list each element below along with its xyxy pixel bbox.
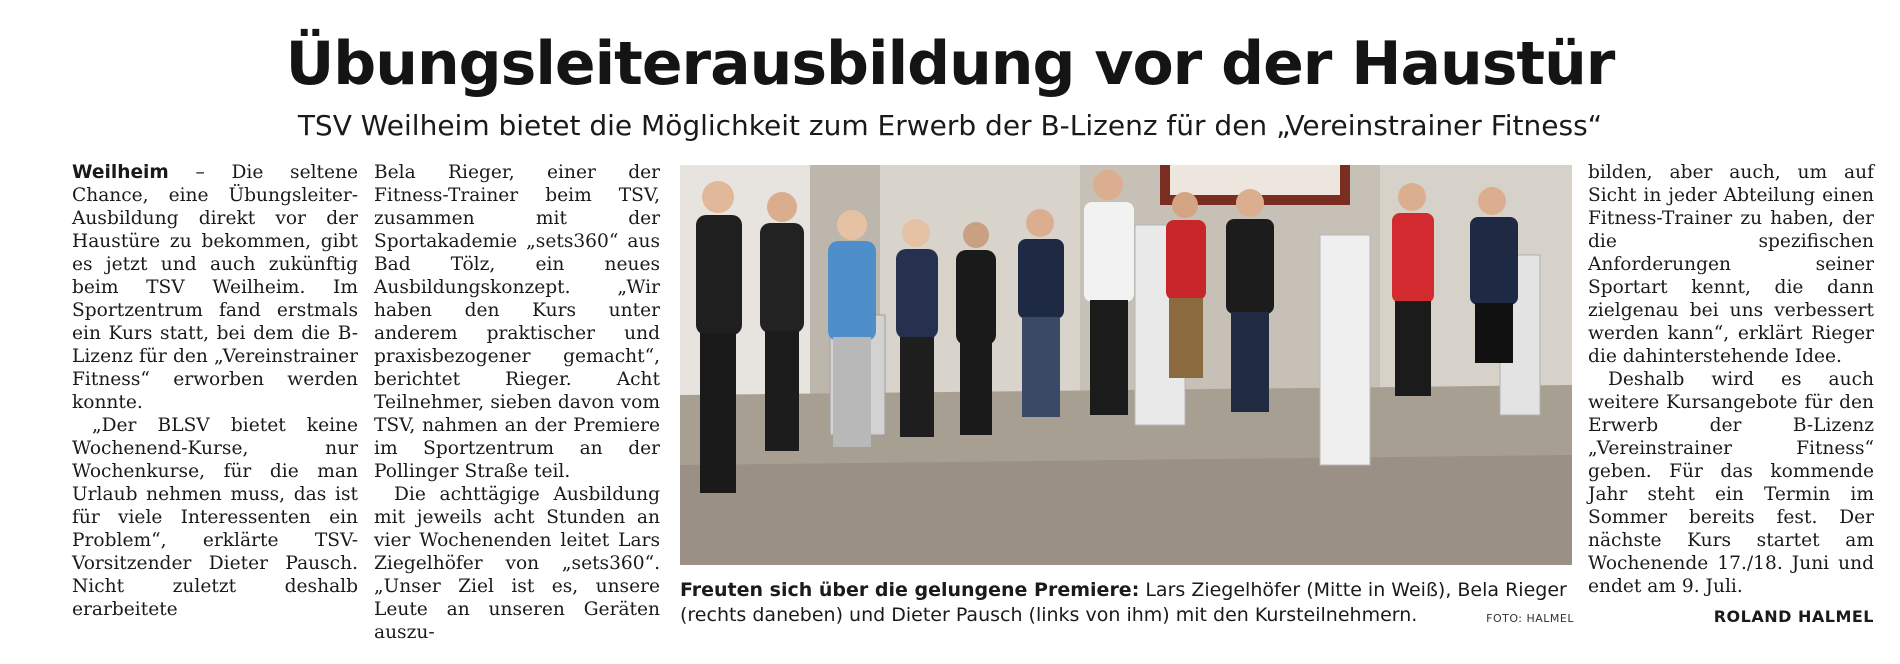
caption-text: Lars Ziegelhöfer (Mitte in Weiß), Bela Rieger (rechts daneben) und Dieter Pausch (links von ihm) mit den Kursteilnehmern. (680, 579, 1567, 626)
paragraph (72, 161, 358, 414)
caption-lead: Freuten sich über die gelungene Premiere: (680, 579, 1140, 601)
person-figure (696, 181, 742, 493)
headline: Übungsleiterausbildung vor der Haustür (285, 29, 1615, 99)
paragraph: bilden, aber auch, um auf Sicht in jeder Abteilung einen Fitness-Trainer zu haben, der die spezifischen Anforderungen seiner Sportart kennt, die dann zielgenau bei uns verbessert werden kann“, erklärt Rieger die dahinterstehende Idee. (1588, 162, 1874, 367)
paragraph: „Der BLSV bietet keine Wochenend-Kurse, nur Wochenkurse, für die man Urlaub nehmen muss, das ist für viele Interessenten ein Problem“, erklärte TSV-Vorsitzender Dieter Pausch. Nicht zuletzt deshalb erarbeitete (72, 415, 358, 620)
paragraph: Bela Rieger, einer der Fitness-Trainer beim TSV, zusammen mit der Sportakademie „sets360“ aus Bad Tölz, ein neues Ausbildungskonzept. „Wir haben den Kurs unter anderem praktischer und praxisbezogener gemacht“, berichtet Rieger. Acht Teilnehmer, sieben davon vom TSV, nahmen an der Premiere im Sportzentrum an der Pollinger Straße teil. (374, 162, 660, 482)
author-byline: ROLAND HALMEL (1713, 607, 1874, 626)
paragraph: Deshalb wird es auch weitere Kursangebote für den Erwerb der B-Lizenz „Vereinstrainer Fitness“ geben. Für das kommende Jahr steht ein Termin im Sommer bereits fest. Der nächste Kurs startet am Wochenende 17./18. Juni und endet am 9. Juli. (1588, 369, 1874, 597)
article-column-2 (374, 161, 660, 644)
article-column-3 (1588, 161, 1874, 598)
photo-credit: FOTO: HALMEL (1486, 612, 1574, 625)
group-photo (680, 165, 1572, 565)
article-column-1 (72, 161, 358, 621)
subheadline: TSV Weilheim bietet die Möglichkeit zum Erwerb der B-Lizenz für den „Vereinstrainer Fitness“ (297, 109, 1603, 142)
paragraph: Die achttägige Ausbildung mit jeweils acht Stunden an vier Wochenenden leitet Lars Ziegelhöfer von „sets360“. „Unser Ziel ist es, unsere Leute an unseren Geräten auszu- (374, 484, 660, 643)
photo-caption (680, 578, 1572, 628)
paragraph-text: – Die seltene Chance, eine Übungsleiter-Ausbildung direkt vor der Haustüre zu bekommen, gibt es jetzt und auch zukünftig beim TSV Weilheim. Im Sportzentrum fand erstmals ein Kurs statt, bei dem die B-Lizenz für den „Vereinstrainer Fitness“ erworben werden konnte. (72, 162, 358, 413)
dateline: Weilheim (72, 162, 169, 183)
